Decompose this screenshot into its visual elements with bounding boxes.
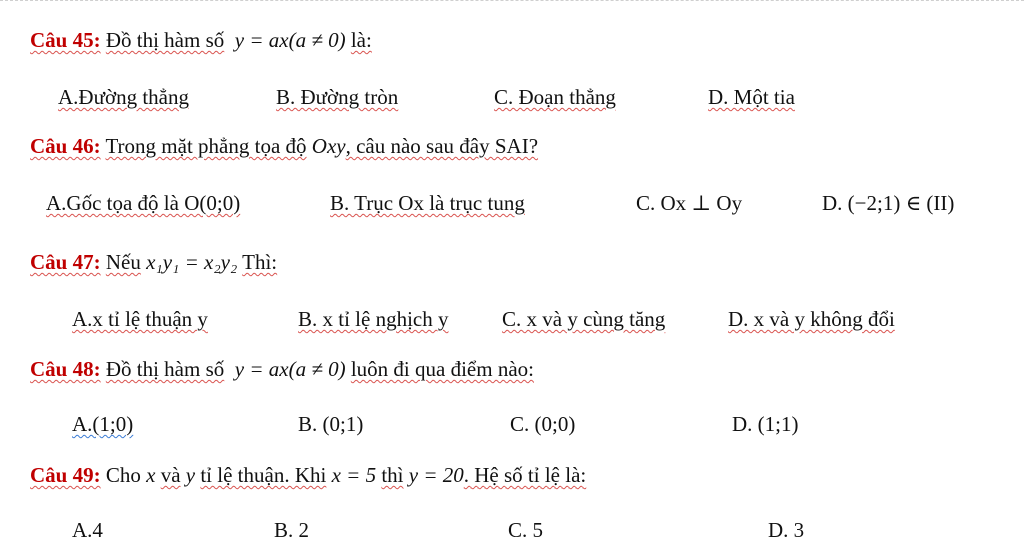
question-48 <box>30 357 534 382</box>
option-d: D. (−2;1) ∈ (II) <box>822 191 955 215</box>
option-d: D. x và y không đổi <box>728 307 895 331</box>
question-text: tỉ lệ thuận. Khi <box>200 463 327 487</box>
question-text: Nếu <box>105 250 141 274</box>
question-text-end: Thì: <box>242 250 278 274</box>
math-expression: y = 20 <box>408 463 464 487</box>
question-text-end: là: <box>350 28 372 52</box>
question-number: Câu 46: <box>30 134 101 158</box>
math-expression: x = 5 <box>331 463 377 487</box>
option-c: C. (0;0) <box>510 412 576 436</box>
question-text-end: , câu nào sau đây SAI? <box>345 134 539 158</box>
option-c: C. x và y cùng tăng <box>502 307 666 331</box>
question-47 <box>30 250 277 275</box>
question-number: Câu 49: <box>30 463 101 487</box>
question-text-end: luôn đi qua điểm nào: <box>350 357 534 381</box>
math-expression: Oxy <box>311 134 346 158</box>
option-a: A.4 <box>72 518 103 542</box>
question-number: Câu 47: <box>30 250 101 274</box>
question-text: và <box>160 463 181 487</box>
math-expression: x₁y₁ = x₂y₂ <box>146 250 238 274</box>
question-text: Đồ thị hàm số <box>105 357 225 381</box>
question-45 <box>30 28 372 53</box>
question-text-end: . Hệ số tỉ lệ là: <box>463 463 587 487</box>
question-text: Đồ thị hàm số <box>105 28 225 52</box>
option-d: D. Một tia <box>708 85 795 109</box>
option-a: A.Gốc tọa độ là O(0;0) <box>46 191 241 215</box>
option-c: C. Đoạn thẳng <box>494 85 616 109</box>
question-number: Câu 45: <box>30 28 101 52</box>
question-number: Câu 48: <box>30 357 101 381</box>
math-expression: y = ax(a ≠ 0) <box>234 357 346 381</box>
option-a: A.(1;0) <box>72 412 134 436</box>
option-b: B. 2 <box>274 518 310 542</box>
option-b: B. Đường tròn <box>276 85 399 109</box>
option-a: A.x tỉ lệ thuận y <box>72 307 208 331</box>
option-b: B. (0;1) <box>298 412 364 436</box>
option-b: B. Trục Ox là trục tung <box>330 191 525 215</box>
option-c: C. 5 <box>508 518 544 542</box>
question-text: Cho <box>105 463 141 487</box>
option-d: D. 3 <box>768 518 805 542</box>
math-variable-x: x <box>146 463 156 487</box>
question-46 <box>30 134 538 159</box>
math-variable-y: y <box>185 463 196 487</box>
option-a: A.Đường thẳng <box>58 85 189 109</box>
option-c: C. Ox ⊥ Oy <box>636 191 743 215</box>
question-49 <box>30 463 586 488</box>
math-expression: y = ax(a ≠ 0) <box>234 28 346 52</box>
top-dashed-border <box>0 0 1024 7</box>
option-b: B. x tỉ lệ nghịch y <box>298 307 449 331</box>
question-text: Trong mặt phẳng tọa độ <box>105 134 307 158</box>
question-text: thì <box>381 463 404 487</box>
option-d: D. (1;1) <box>732 412 799 436</box>
